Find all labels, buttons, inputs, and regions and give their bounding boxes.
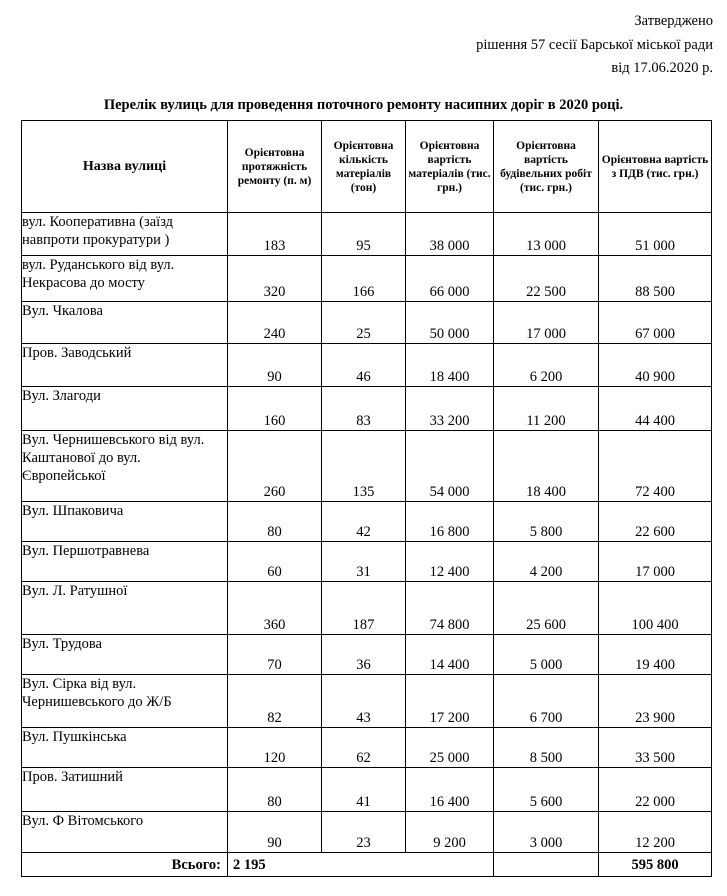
materials-qty-cell: 42 <box>322 502 406 542</box>
header-total-vat: Орієнтовна вартість з ПДВ (тис. грн.) <box>599 121 712 213</box>
materials-qty-cell: 166 <box>322 256 406 302</box>
approval-line-approved: Затверджено <box>634 13 713 29</box>
total-vat-cell: 72 400 <box>599 431 712 502</box>
header-street-name: Назва вулиці <box>22 121 228 213</box>
total-vat-cell: 88 500 <box>599 256 712 302</box>
total-vat-cell: 51 000 <box>599 213 712 256</box>
table-row <box>22 387 712 431</box>
street-name-cell: вул. Кооперативна (заїзд навпроти прокуратури ) <box>22 213 228 256</box>
length-cell: 260 <box>228 431 322 502</box>
header-materials-qty: Орієнтовна кількість матеріалів (тон) <box>322 121 406 213</box>
table-row <box>22 542 712 582</box>
table-row <box>22 302 712 344</box>
materials-cost-cell: 14 400 <box>406 635 494 675</box>
materials-qty-cell: 31 <box>322 542 406 582</box>
materials-qty-cell: 43 <box>322 675 406 728</box>
total-vat-cell: 44 400 <box>599 387 712 431</box>
street-name-cell: Вул. Першотравнева <box>22 542 228 582</box>
length-cell: 70 <box>228 635 322 675</box>
works-cost-cell: 5 800 <box>494 502 599 542</box>
table-row <box>22 582 712 635</box>
length-cell: 160 <box>228 387 322 431</box>
length-cell: 80 <box>228 768 322 812</box>
total-vat-cell: 67 000 <box>599 302 712 344</box>
total-vat-cell: 33 500 <box>599 728 712 768</box>
header-works-cost: Орієнтовна вартість будівельних робіт (тис. грн.) <box>494 121 599 213</box>
table-row <box>22 256 712 302</box>
table-row <box>22 635 712 675</box>
total-vat-cell: 22 000 <box>599 768 712 812</box>
works-cost-cell: 18 400 <box>494 431 599 502</box>
works-cost-cell: 4 200 <box>494 542 599 582</box>
totals-length: 2 195 <box>228 853 494 877</box>
length-cell: 90 <box>228 344 322 387</box>
length-cell: 60 <box>228 542 322 582</box>
works-cost-cell: 22 500 <box>494 256 599 302</box>
street-name-cell: Вул. Сірка від вул. Чернишевського до Ж/Б <box>22 675 228 728</box>
length-cell: 90 <box>228 812 322 853</box>
works-cost-cell: 5 600 <box>494 768 599 812</box>
street-name-cell: Вул. Трудова <box>22 635 228 675</box>
total-vat-cell: 17 000 <box>599 542 712 582</box>
street-name-cell: Пров. Заводський <box>22 344 228 387</box>
header-length: Орієнтовна протяжність ремонту (п. м) <box>228 121 322 213</box>
street-name-cell: Вул. Злагоди <box>22 387 228 431</box>
street-name-cell: Вул. Чкалова <box>22 302 228 344</box>
table-row <box>22 812 712 853</box>
street-name-cell: Вул. Шпаковича <box>22 502 228 542</box>
works-cost-cell: 6 700 <box>494 675 599 728</box>
length-cell: 80 <box>228 502 322 542</box>
materials-cost-cell: 16 400 <box>406 768 494 812</box>
document-title: Перелік вулиць для проведення поточного ремонту насипних доріг в 2020 році. <box>103 97 624 113</box>
materials-cost-cell: 38 000 <box>406 213 494 256</box>
road-repair-table <box>21 120 712 877</box>
street-name-cell: Пров. Затишний <box>22 768 228 812</box>
materials-qty-cell: 41 <box>322 768 406 812</box>
total-vat-cell: 22 600 <box>599 502 712 542</box>
table-row <box>22 728 712 768</box>
total-vat-cell: 23 900 <box>599 675 712 728</box>
table-row <box>22 213 712 256</box>
materials-cost-cell: 50 000 <box>406 302 494 344</box>
length-cell: 240 <box>228 302 322 344</box>
street-name-cell: Вул. Чернишевського від вул. Каштанової до вул. Європейської <box>22 431 228 502</box>
materials-qty-cell: 83 <box>322 387 406 431</box>
materials-qty-cell: 36 <box>322 635 406 675</box>
table-row <box>22 675 712 728</box>
totals-blank-cell <box>494 853 599 877</box>
totals-row <box>22 853 712 877</box>
table-row <box>22 344 712 387</box>
works-cost-cell: 8 500 <box>494 728 599 768</box>
materials-qty-cell: 62 <box>322 728 406 768</box>
length-cell: 183 <box>228 213 322 256</box>
materials-cost-cell: 12 400 <box>406 542 494 582</box>
works-cost-cell: 5 000 <box>494 635 599 675</box>
materials-cost-cell: 18 400 <box>406 344 494 387</box>
materials-cost-cell: 9 200 <box>406 812 494 853</box>
length-cell: 82 <box>228 675 322 728</box>
materials-qty-cell: 187 <box>322 582 406 635</box>
table-body <box>22 213 712 853</box>
header-materials-cost: Орієнтовна вартість матеріалів (тис. грн.) <box>406 121 494 213</box>
street-name-cell: Вул. Ф Вітомського <box>22 812 228 853</box>
works-cost-cell: 6 200 <box>494 344 599 387</box>
materials-cost-cell: 54 000 <box>406 431 494 502</box>
materials-qty-cell: 46 <box>322 344 406 387</box>
totals-label: Всього: <box>22 853 228 877</box>
street-name-cell: вул. Руданського від вул. Некрасова до мосту <box>22 256 228 302</box>
materials-cost-cell: 74 800 <box>406 582 494 635</box>
table-row <box>22 502 712 542</box>
length-cell: 320 <box>228 256 322 302</box>
materials-cost-cell: 66 000 <box>406 256 494 302</box>
street-name-cell: Вул. Пушкінська <box>22 728 228 768</box>
materials-qty-cell: 23 <box>322 812 406 853</box>
materials-cost-cell: 17 200 <box>406 675 494 728</box>
works-cost-cell: 3 000 <box>494 812 599 853</box>
materials-qty-cell: 135 <box>322 431 406 502</box>
length-cell: 360 <box>228 582 322 635</box>
street-name-cell: Вул. Л. Ратушної <box>22 582 228 635</box>
works-cost-cell: 25 600 <box>494 582 599 635</box>
length-cell: 120 <box>228 728 322 768</box>
works-cost-cell: 13 000 <box>494 213 599 256</box>
materials-qty-cell: 25 <box>322 302 406 344</box>
total-vat-cell: 100 400 <box>599 582 712 635</box>
approval-line-decision: рішення 57 сесії Барської міської ради <box>476 36 713 53</box>
totals-sum: 595 800 <box>599 853 712 877</box>
table-row <box>22 431 712 502</box>
works-cost-cell: 17 000 <box>494 302 599 344</box>
materials-qty-cell: 95 <box>322 213 406 256</box>
materials-cost-cell: 25 000 <box>406 728 494 768</box>
total-vat-cell: 19 400 <box>599 635 712 675</box>
approval-line-date: від 17.06.2020 р. <box>611 60 713 76</box>
table-row <box>22 768 712 812</box>
approval-stamp <box>476 10 713 81</box>
works-cost-cell: 11 200 <box>494 387 599 431</box>
total-vat-cell: 12 200 <box>599 812 712 853</box>
table-header-row <box>22 121 712 213</box>
materials-cost-cell: 16 800 <box>406 502 494 542</box>
materials-cost-cell: 33 200 <box>406 387 494 431</box>
total-vat-cell: 40 900 <box>599 344 712 387</box>
